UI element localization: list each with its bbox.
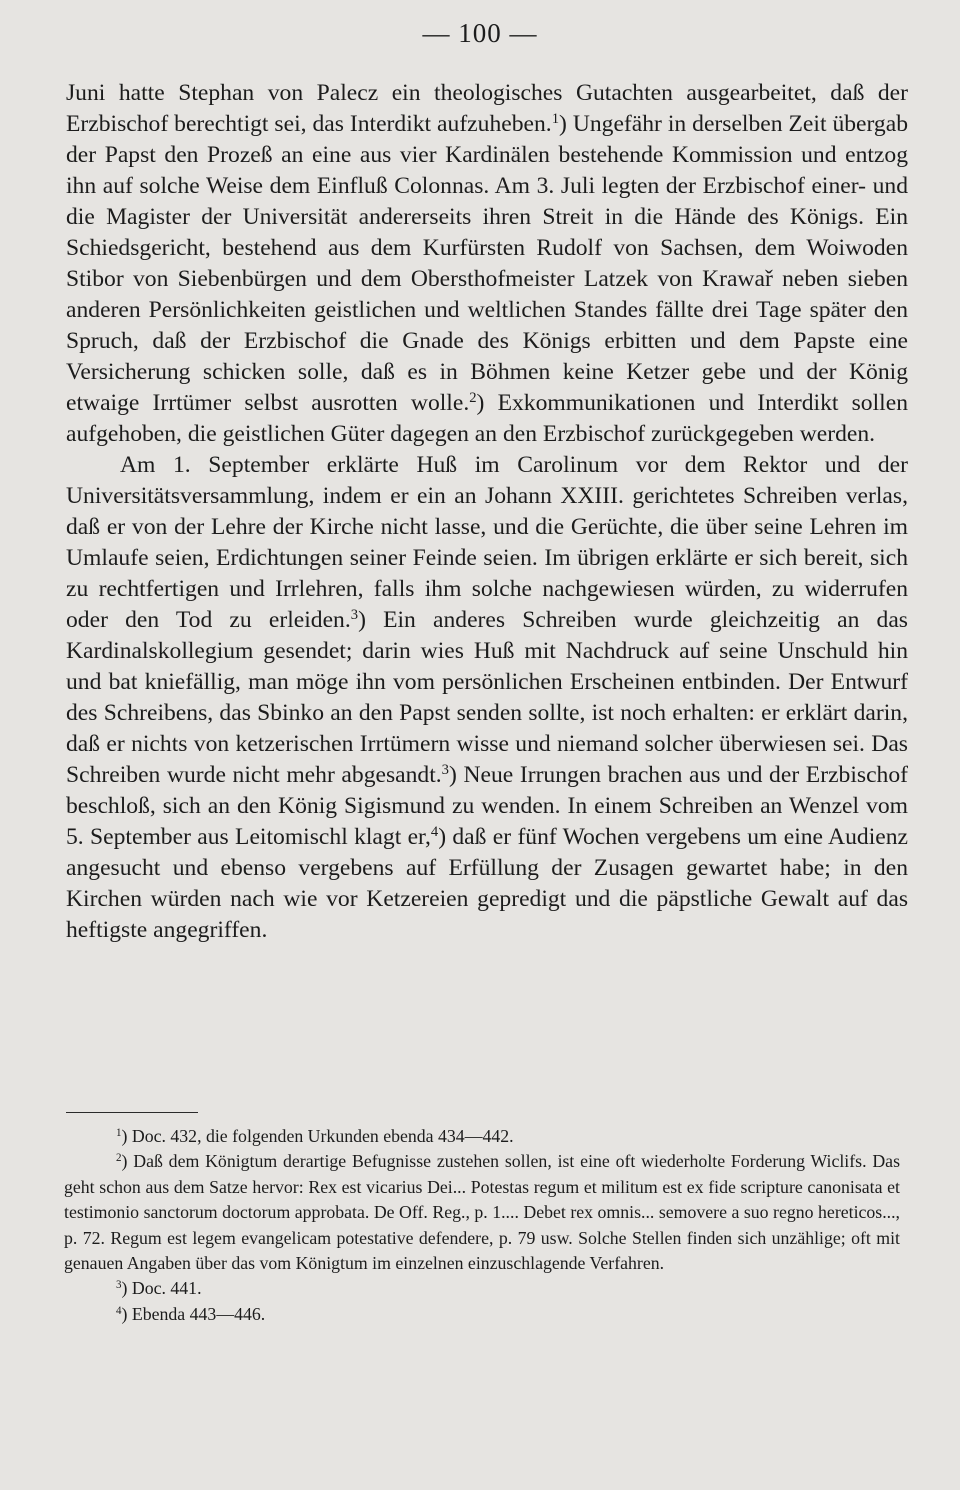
footnote-text: ) Doc. 432, die folgenden Urkunden ebenda 434—442. [121,1126,514,1146]
footnotes-section [64,1124,900,1327]
footnote-ref-2: 2 [469,389,477,406]
footnote-mark: 4 [116,1304,122,1317]
paragraph-1-text-b: ) Ungefähr in derselben Zeit übergab der Papst den Prozeß an eine aus vier Kardinälen bestehende Kommission und entzog ihn auf solche Weise dem Einfluß Colonnas. Am 3. Juli legten der Erzbischof einer- und die Magister der Universität andererseits ihren Streit in die Hände des Königs. Ein Schiedsgericht, bestehend aus dem Kurfürsten Rudolf von Sachsen, dem Woiwoden Stibor von Siebenbürgen und dem Obersthofmeister Latzek von Krawař neben sieben anderen Persönlichkeiten geistlichen und weltlichen Standes fällte drei Tage später den Spruch, daß der Erzbischof die Gnade des Königs erbitten und dem Papste eine Versicherung schicken solle, daß es in Böhmen keine Ketzer gebe und der König etwaige Irrtümer selbst ausrotten wolle. [66,111,909,416]
paragraph-1 [66,78,908,450]
footnote-ref-1: 1 [551,110,560,127]
paragraph-2-text-a: Am 1. September erklärte Huß im Carolinum vor dem Rektor und der Universitätsversammlung, indem er ein an Johann XXIII. gerichtetes Schreiben verlas, daß er von der Lehre der Kirche nicht lasse, und die Gerüchte, die über seine Lehren im Umlaufe seien, Erdichtungen seiner Feinde seien. Im übrigen erklärte er sich bereit, sich zu rechtfertigen und Irrlehren, falls ihm solche nachgewiesen würden, zu widerrufen oder den Tod zu erleiden. [66,452,908,633]
footnote-divider [66,1112,198,1113]
footnote-ref-4: 4 [430,823,439,840]
footnote-4 [64,1302,900,1327]
footnote-mark: 2 [116,1152,122,1165]
footnote-2 [64,1149,900,1276]
footnote-ref-3b: 3 [441,761,449,778]
footnote-1 [64,1124,900,1149]
footnote-mark: 1 [116,1126,122,1139]
footnote-ref-3: 3 [350,606,359,623]
paragraph-2-text-c: ) Neue Irrungen brachen aus und der Erzbischof beschloß, sich an den König Sigismund zu wenden. In einem Schreiben an Wenzel vom 5. September aus Leitomischl klagt er, [66,762,908,850]
main-text [66,78,908,946]
footnote-text: ) Ebenda 443—446. [121,1303,266,1324]
paragraph-2-text-d: ) daß er fünf Wochen vergebens um eine Audienz angesucht und ebenso vergebens auf Erfüllung der Zusagen gewartet habe; in den Kirchen würden nach wie vor Ketzereien gepredigt und die päpstliche Gewalt auf das heftigste angegriffen. [66,824,908,943]
paragraph-1-text-c: ) Exkommunikationen und Interdikt sollen aufgehoben, die geistlichen Güter dagegen an den Erzbischof zurückgegeben werden. [66,390,908,447]
paragraph-2-text-b: ) Ein anderes Schreiben wurde gleichzeitig an das Kardinalskollegium gesendet; darin wies Huß mit Nachdruck auf seine Unschuld hin und bat kniefällig, man möge ihn vom persönlichen Erscheinen entbinden. Der Entwurf des Schreibens, das Sbinko an den Papst senden sollte, ist noch erhalten: er erklärt darin, daß er nichts von ketzerischen Irrtümern wisse und niemand solcher überwiesen sei. Das Schreiben wurde nicht mehr abgesandt. [66,607,908,788]
footnote-text: ) Daß dem Königtum derartige Befugnisse zustehen sollen, ist eine oft wiederholte Forderung Wiclifs. Das geht schon aus dem Satze hervor: Rex est vicarius Dei... Potestas regum et militum est ex fide scripture canonisata et testimonio sanctorum doctorum approbata. De Off. Reg., p. 1.... Debet rex omnis... semovere a suo regno hereticos..., p. 72. Regum est legem evangelicam potestative defendere, p. 79 usw. Solche Stellen finden sich unzählige; oft mit genauen Angaben über das vom Königtum im einzelnen einzuschlagende Verfahren. [64,1151,900,1274]
paragraph-2 [66,450,908,946]
footnote-text: ) Doc. 441. [121,1278,202,1299]
footnote-3 [64,1276,900,1301]
paragraph-1-text-a: Juni hatte Stephan von Palecz ein theologisches Gutachten ausgearbeitet, daß der Erzbischof berechtigt sei, das Interdikt aufzuheben. [66,80,908,137]
footnote-mark: 3 [116,1279,122,1292]
page-number-header: — 100 — [422,18,538,48]
